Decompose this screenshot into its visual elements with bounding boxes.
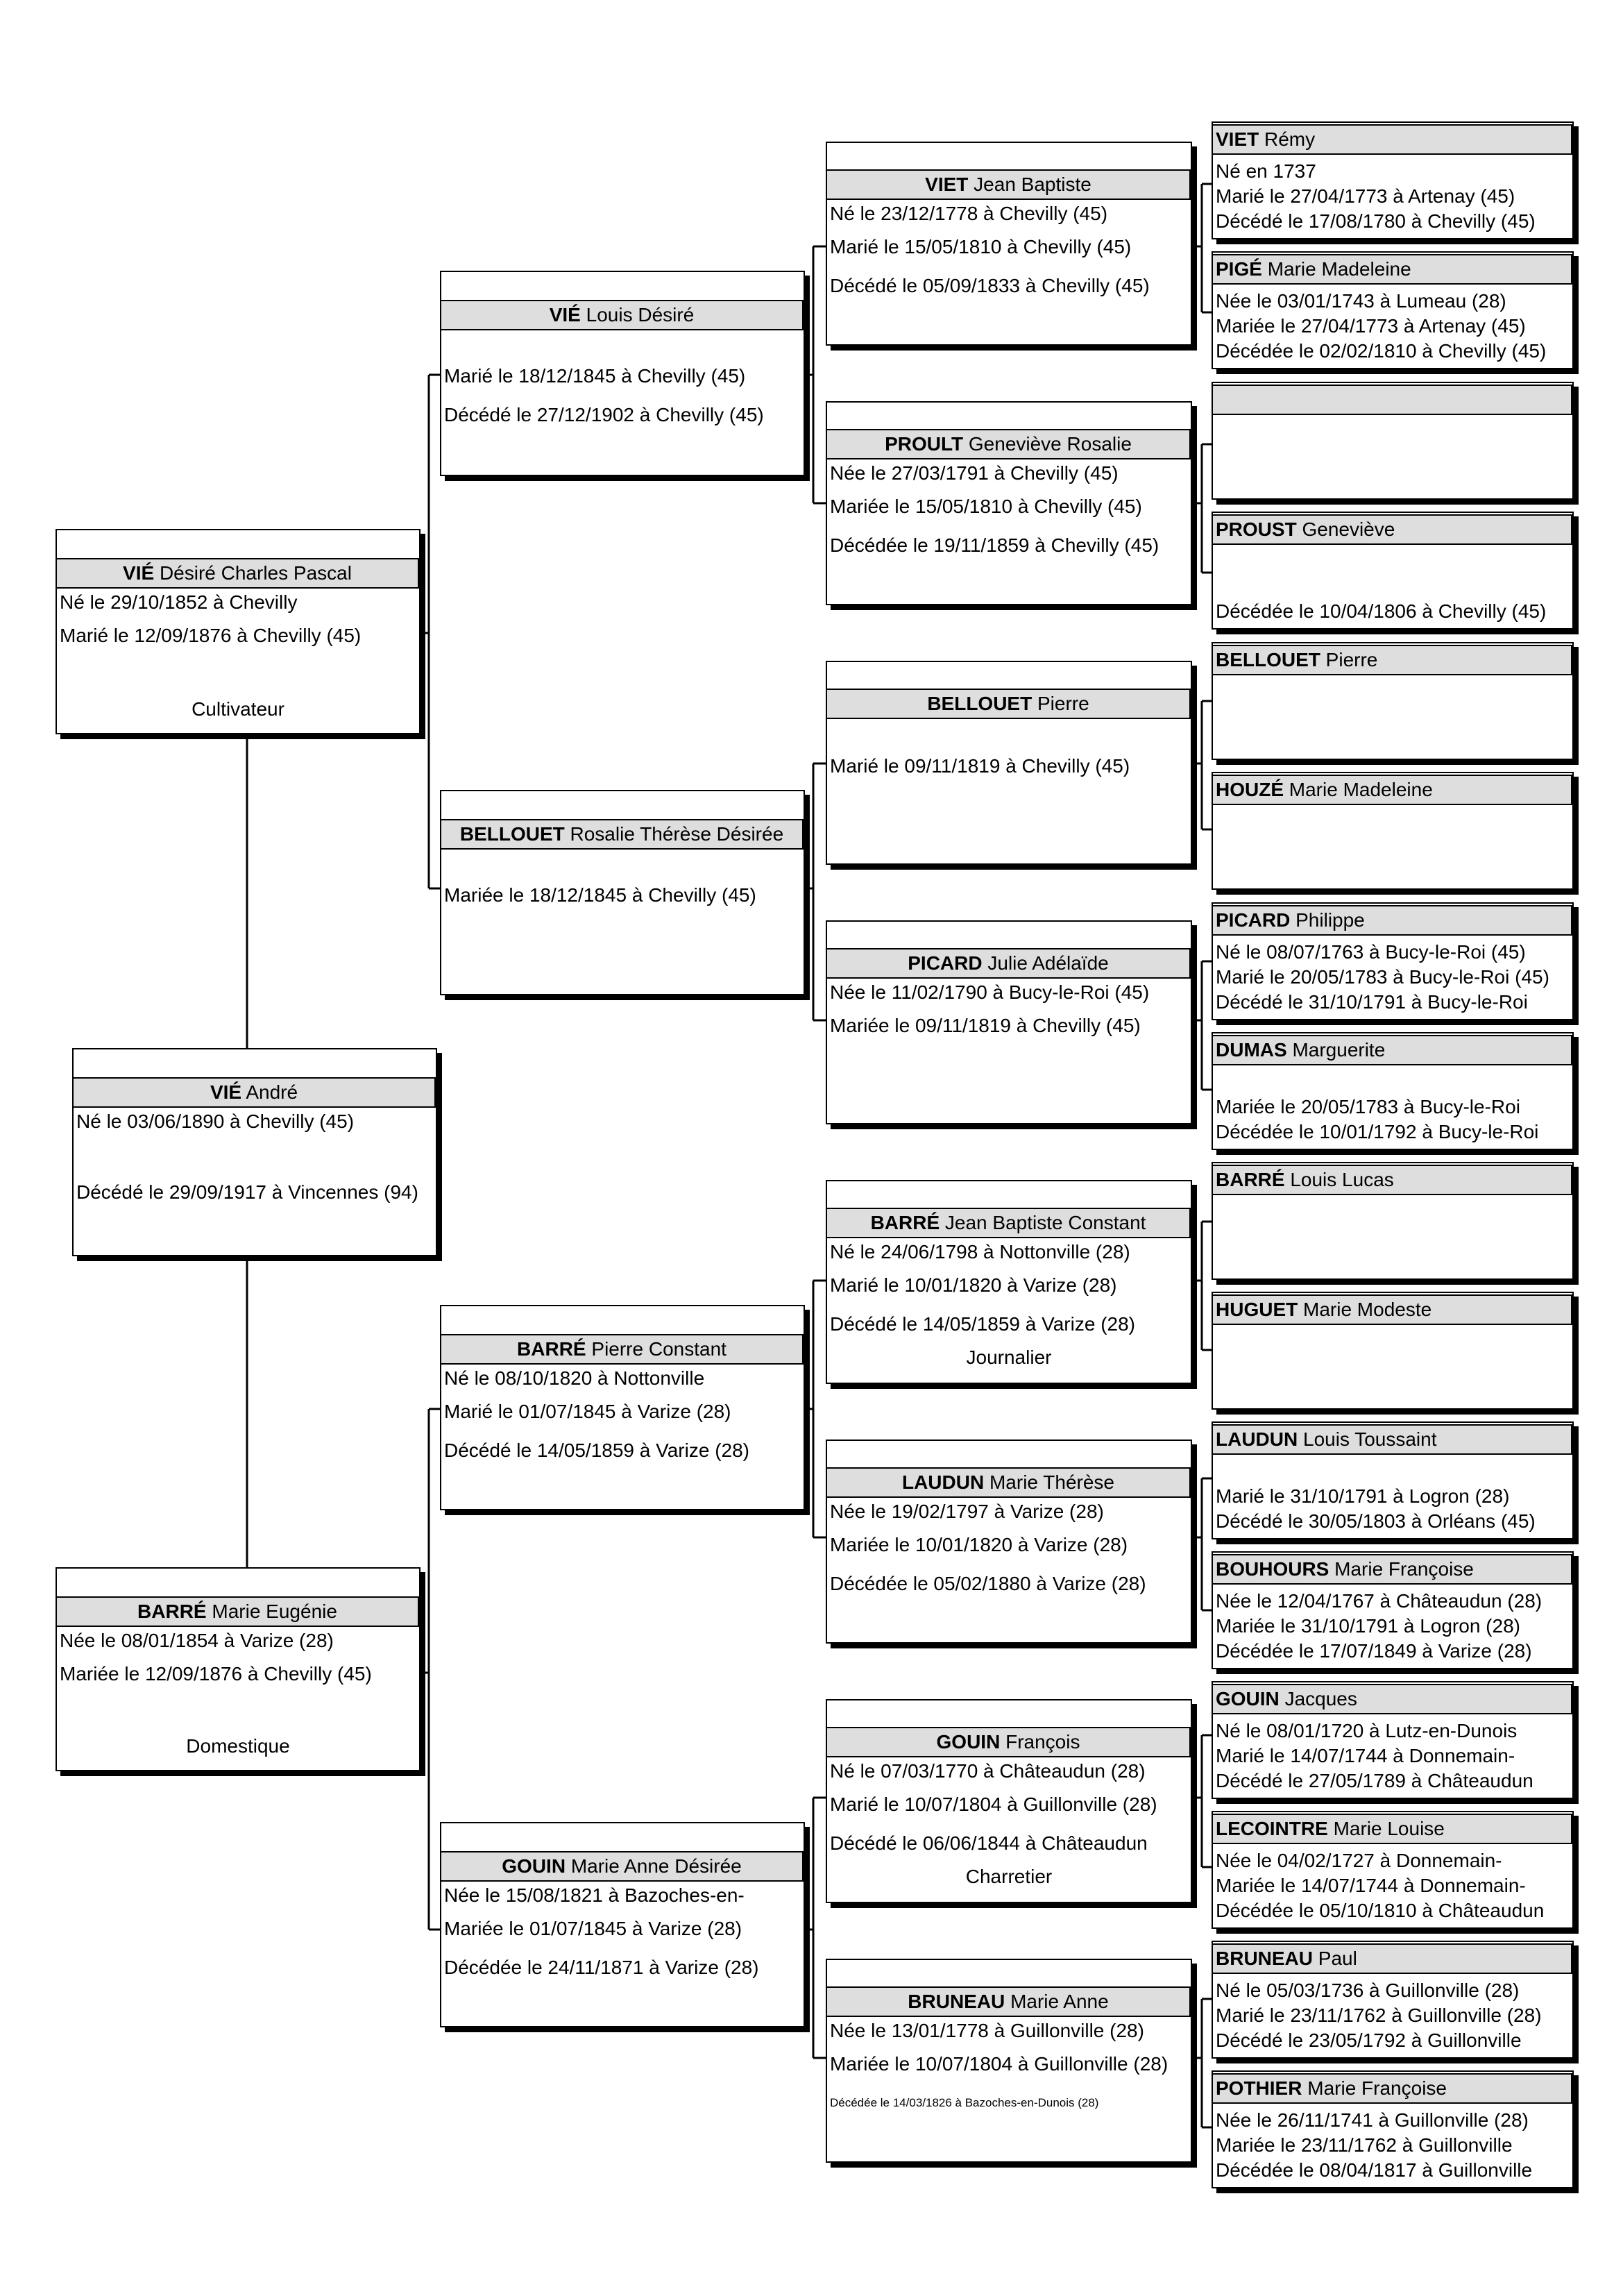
person-box-gen4-7: [826, 1699, 1192, 1903]
surname: GOUIN: [502, 1855, 566, 1877]
person-box-gen3-4: [440, 1822, 805, 2027]
person-box-gen5-15: [1212, 1941, 1574, 2059]
birth-line: Née le 04/02/1727 à Donnemain-: [1216, 1850, 1502, 1871]
surname: PICARD: [1216, 909, 1291, 931]
firstname: Marie Eugénie: [212, 1601, 337, 1622]
person-box-gen5-6: [1212, 772, 1574, 890]
surname: BARRÉ: [517, 1338, 586, 1360]
occupation: Domestique: [186, 1735, 290, 1757]
person-box-gen5-16: [1212, 2070, 1574, 2188]
surname: DUMAS: [1216, 1039, 1287, 1061]
occupation: Cultivateur: [192, 698, 284, 720]
person-name-header: [1213, 514, 1572, 545]
firstname: Paul: [1318, 1948, 1357, 1969]
person-name-header: [441, 1851, 804, 1882]
birth-line: Née le 08/01/1854 à Varize (28): [60, 1630, 334, 1651]
birth-line: Né le 08/10/1820 à Nottonville: [444, 1367, 705, 1389]
firstname: Marie Anne Désirée: [570, 1855, 742, 1877]
person-name-header: [441, 300, 804, 330]
person-name-header: [1213, 385, 1572, 415]
firstname: Rosalie Thérèse Désirée: [570, 823, 784, 845]
birth-line: Né le 05/03/1736 à Guillonville (28): [1216, 1980, 1520, 2001]
marriage-line: Marié le 12/09/1876 à Chevilly (45): [60, 625, 362, 646]
person-name-header: [1213, 1424, 1572, 1455]
person-name-header: [1213, 1165, 1572, 1195]
marriage-line: Mariée le 31/10/1791 à Logron (28): [1216, 1615, 1520, 1637]
firstname: Marguerite: [1292, 1039, 1386, 1061]
surname: PICARD: [908, 952, 983, 974]
marriage-line: Mariée le 18/12/1845 à Chevilly (45): [444, 884, 756, 906]
surname: BOUHOURS: [1216, 1558, 1329, 1580]
person-box-gen4-3: [826, 661, 1192, 865]
marriage-line: Mariée le 10/07/1804 à Guillonville (28): [830, 2053, 1169, 2075]
marriage-line: Mariée le 14/07/1744 à Donnemain-: [1216, 1875, 1526, 1896]
surname: BELLOUET: [459, 823, 565, 845]
person-box-gen5-9: [1212, 1162, 1574, 1280]
firstname: Jean Baptiste: [974, 174, 1091, 195]
firstname: Marie Thérèse: [989, 1471, 1114, 1493]
firstname: André: [246, 1081, 298, 1103]
person-box-gen5-5: [1212, 642, 1574, 760]
surname: PIGÉ: [1216, 258, 1262, 280]
firstname: Geneviève: [1302, 518, 1395, 540]
firstname: Pierre: [1037, 693, 1089, 714]
marriage-line: Mariée le 27/04/1773 à Artenay (45): [1216, 315, 1526, 337]
marriage-line: Marié le 23/11/1762 à Guillonville (28): [1216, 2004, 1542, 2026]
firstname: Marie Madeleine: [1289, 779, 1433, 800]
person-box-gen5-12: [1212, 1551, 1574, 1669]
person-box-gen3-3: [440, 1305, 805, 1510]
firstname: Marie Françoise: [1334, 1558, 1474, 1580]
marriage-line: Mariée le 15/05/1810 à Chevilly (45): [830, 496, 1142, 517]
person-box-gen5-4: [1212, 512, 1574, 630]
death-line: Décédée le 05/10/1810 à Châteaudun: [1216, 1900, 1545, 1921]
firstname: Louis Lucas: [1290, 1169, 1394, 1190]
person-box-gen4-4: [826, 920, 1192, 1124]
firstname: Marie Modeste: [1303, 1299, 1432, 1320]
occupation: Journalier: [966, 1347, 1052, 1368]
person-name-header: [827, 948, 1191, 979]
person-name-header: [1213, 1554, 1572, 1585]
person-name-header: [57, 558, 419, 589]
birth-line: Née le 19/02/1797 à Varize (28): [830, 1501, 1104, 1522]
death-line: Décédé le 31/10/1791 à Bucy-le-Roi: [1216, 991, 1528, 1013]
firstname: Marie Françoise: [1307, 2077, 1447, 2099]
person-name-header: [441, 819, 804, 850]
firstname: François: [1005, 1731, 1080, 1753]
surname: LAUDUN: [901, 1471, 985, 1493]
person-box-gen5-2: [1212, 251, 1574, 369]
death-line: Décédé le 14/05/1859 à Varize (28): [444, 1440, 749, 1461]
marriage-line: Mariée le 23/11/1762 à Guillonville: [1216, 2134, 1513, 2156]
surname: VIÉ: [549, 304, 581, 326]
firstname: Pierre: [1325, 649, 1378, 670]
surname: BARRÉ: [870, 1212, 940, 1233]
person-box-gen4-8: [826, 1959, 1192, 2163]
death-line: Décédée le 02/02/1810 à Chevilly (45): [1216, 340, 1547, 362]
marriage-line: Mariée le 10/01/1820 à Varize (28): [830, 1534, 1128, 1555]
birth-line: Née le 03/01/1743 à Lumeau (28): [1216, 290, 1506, 312]
surname: BARRÉ: [137, 1601, 207, 1622]
firstname: Marie Louise: [1333, 1818, 1445, 1839]
surname: VIET: [925, 174, 969, 195]
surname: HOUZÉ: [1216, 779, 1284, 800]
birth-line: Né le 08/07/1763 à Bucy-le-Roi (45): [1216, 941, 1526, 963]
person-box-gen4-2: [826, 401, 1192, 605]
firstname: Philippe: [1295, 909, 1365, 931]
death-line: Décédé le 30/05/1803 à Orléans (45): [1216, 1510, 1536, 1532]
marriage-line: Marié le 20/05/1783 à Bucy-le-Roi (45): [1216, 966, 1549, 988]
person-name-header: [1213, 1943, 1572, 1974]
birth-line: Né le 03/06/1890 à Chevilly (45): [76, 1111, 355, 1132]
person-name-header: [827, 1727, 1191, 1757]
marriage-line: Marié le 10/07/1804 à Guillonville (28): [830, 1793, 1157, 1815]
person-box-gen5-11: [1212, 1421, 1574, 1539]
firstname: Jean Baptiste Constant: [944, 1212, 1146, 1233]
person-box-gen3-1: [440, 271, 805, 476]
death-line: Décédé le 23/05/1792 à Guillonville: [1216, 2029, 1522, 2051]
birth-line: Né le 23/12/1778 à Chevilly (45): [830, 203, 1108, 224]
person-name-header: [1213, 1294, 1572, 1325]
person-box-gen4-6: [826, 1440, 1192, 1644]
birth-line: Né le 07/03/1770 à Châteaudun (28): [830, 1760, 1146, 1782]
person-box-gen5-7: [1212, 902, 1574, 1020]
birth-line: Née le 15/08/1821 à Bazoches-en-: [444, 1884, 745, 1906]
occupation: Charretier: [965, 1866, 1053, 1887]
person-box-gen5-3: [1212, 382, 1574, 500]
marriage-line: Marié le 27/04/1773 à Artenay (45): [1216, 185, 1515, 207]
person-name-header: [1213, 1035, 1572, 1065]
person-name-header: [1213, 645, 1572, 675]
death-line: Décédée le 19/11/1859 à Chevilly (45): [830, 534, 1159, 556]
death-line: Décédée le 10/04/1806 à Chevilly (45): [1216, 600, 1547, 622]
birth-line: Née le 11/02/1790 à Bucy-le-Roi (45): [830, 981, 1150, 1003]
person-box-gen5-10: [1212, 1292, 1574, 1410]
death-line: Décédée le 05/02/1880 à Varize (28): [830, 1573, 1146, 1594]
marriage-line: Mariée le 12/09/1876 à Chevilly (45): [60, 1663, 372, 1685]
death-line: Décédé le 17/08/1780 à Chevilly (45): [1216, 210, 1536, 232]
death-line: Décédé le 29/09/1917 à Vincennes (94): [76, 1181, 418, 1203]
firstname: Marie Anne: [1010, 1991, 1109, 2012]
person-name-header: [74, 1077, 436, 1108]
surname: GOUIN: [936, 1731, 1001, 1753]
surname: VIET: [1216, 128, 1259, 150]
person-name-header: [1213, 1814, 1572, 1844]
marriage-line: Marié le 14/07/1744 à Donnemain-: [1216, 1745, 1515, 1766]
person-name-header: [1213, 2073, 1572, 2104]
death-line: Décédé le 14/05/1859 à Varize (28): [830, 1313, 1135, 1335]
death-line: Décédée le 08/04/1817 à Guillonville: [1216, 2159, 1533, 2181]
person-name-header: [827, 1467, 1191, 1498]
surname: VIÉ: [210, 1081, 242, 1103]
birth-line: Née le 13/01/1778 à Guillonville (28): [830, 2020, 1144, 2041]
birth-line: Née le 26/11/1741 à Guillonville (28): [1216, 2109, 1529, 2131]
surname: PROUST: [1216, 518, 1297, 540]
person-box-gen1: [72, 1048, 437, 1256]
person-name-header: [827, 1208, 1191, 1238]
surname: LECOINTRE: [1216, 1818, 1328, 1839]
surname: BARRÉ: [1216, 1169, 1285, 1190]
person-name-header: [827, 1986, 1191, 2017]
firstname: Jacques: [1284, 1688, 1357, 1710]
person-name-header: [827, 169, 1191, 200]
marriage-line: Marié le 10/01/1820 à Varize (28): [830, 1274, 1117, 1296]
person-box-gen5-14: [1212, 1811, 1574, 1929]
surname: VIÉ: [123, 562, 155, 584]
firstname: Pierre Constant: [591, 1338, 726, 1360]
surname: BELLOUET: [1216, 649, 1320, 670]
person-box-gen5-13: [1212, 1681, 1574, 1799]
person-name-header: [827, 689, 1191, 719]
surname: POTHIER: [1216, 2077, 1302, 2099]
marriage-line: Marié le 01/07/1845 à Varize (28): [444, 1401, 731, 1422]
firstname: Geneviève Rosalie: [968, 433, 1132, 455]
person-name-header: [1213, 254, 1572, 285]
surname: BRUNEAU: [1216, 1948, 1313, 1969]
birth-line: Née le 27/03/1791 à Chevilly (45): [830, 462, 1119, 484]
death-line: Décédée le 10/01/1792 à Bucy-le-Roi: [1216, 1121, 1539, 1142]
death-line: Décédé le 27/05/1789 à Châteaudun: [1216, 1770, 1533, 1791]
birth-line: Né le 08/01/1720 à Lutz-en-Dunois: [1216, 1720, 1518, 1741]
birth-line: Né le 29/10/1852 à Chevilly: [60, 591, 298, 613]
death-line: Décédée le 14/03/1826 à Bazoches-en-Dunois (28): [830, 2096, 1099, 2109]
person-box-gen5-1: [1212, 121, 1574, 239]
firstname: Marie Madeleine: [1267, 258, 1411, 280]
death-line: Décédée le 17/07/1849 à Varize (28): [1216, 1640, 1532, 1662]
person-name-header: [1213, 124, 1572, 155]
marriage-line: Marié le 15/05/1810 à Chevilly (45): [830, 236, 1132, 258]
firstname: Rémy: [1264, 128, 1316, 150]
marriage-line: Mariée le 20/05/1783 à Bucy-le-Roi: [1216, 1096, 1520, 1117]
person-name-header: [57, 1596, 419, 1627]
surname: LAUDUN: [1216, 1428, 1298, 1450]
surname: PROULT: [885, 433, 964, 455]
birth-line: Née le 12/04/1767 à Châteaudun (28): [1216, 1590, 1543, 1612]
person-name-header: [1213, 905, 1572, 936]
person-box-gen3-2: [440, 790, 805, 995]
firstname: Louis Toussaint: [1303, 1428, 1437, 1450]
person-name-header: [1213, 775, 1572, 805]
person-name-header: [1213, 1684, 1572, 1714]
death-line: Décédée le 24/11/1871 à Varize (28): [444, 1957, 759, 1978]
person-name-header: [441, 1334, 804, 1365]
death-line: Décédé le 06/06/1844 à Châteaudun: [830, 1832, 1148, 1854]
person-box-gen2-mother: [56, 1567, 420, 1771]
person-box-gen2-father: [56, 529, 420, 734]
person-box-gen4-5: [826, 1180, 1192, 1384]
birth-line: Né le 24/06/1798 à Nottonville (28): [830, 1241, 1130, 1263]
marriage-line: Mariée le 09/11/1819 à Chevilly (45): [830, 1015, 1141, 1036]
death-line: Décédé le 27/12/1902 à Chevilly (45): [444, 404, 764, 425]
person-box-gen5-8: [1212, 1032, 1574, 1150]
marriage-line: Mariée le 01/07/1845 à Varize (28): [444, 1918, 742, 1939]
surname: BELLOUET: [927, 693, 1033, 714]
firstname: Désiré Charles Pascal: [159, 562, 352, 584]
person-name-header: [827, 429, 1191, 459]
death-line: Décédé le 05/09/1833 à Chevilly (45): [830, 275, 1150, 296]
birth-line: Né en 1737: [1216, 160, 1316, 182]
marriage-line: Marié le 09/11/1819 à Chevilly (45): [830, 755, 1130, 777]
firstname: Julie Adélaïde: [987, 952, 1109, 974]
marriage-line: Marié le 18/12/1845 à Chevilly (45): [444, 365, 746, 387]
firstname: Louis Désiré: [586, 304, 695, 326]
marriage-line: Marié le 31/10/1791 à Logron (28): [1216, 1485, 1510, 1507]
surname: BRUNEAU: [908, 1991, 1005, 2012]
person-box-gen4-1: [826, 142, 1192, 346]
surname: GOUIN: [1216, 1688, 1280, 1710]
surname: HUGUET: [1216, 1299, 1298, 1320]
